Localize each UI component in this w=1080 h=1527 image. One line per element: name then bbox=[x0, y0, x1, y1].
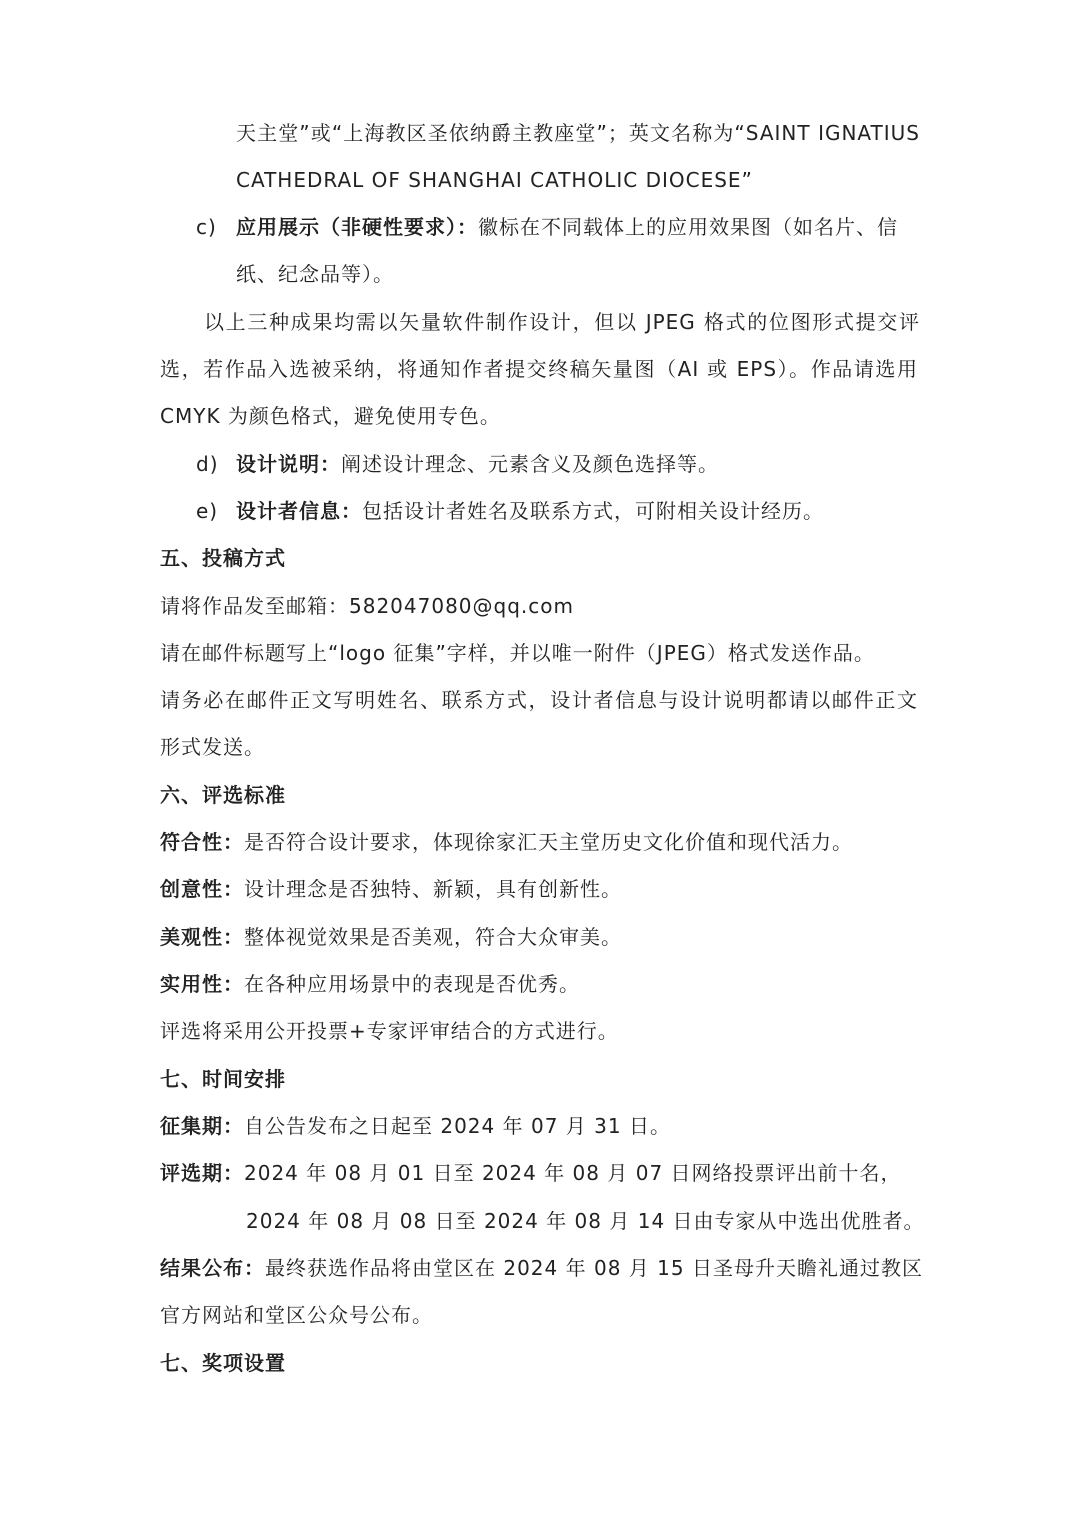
result-announcement-label: 结果公布： bbox=[160, 1256, 265, 1280]
item-d-marker: d) bbox=[196, 452, 219, 476]
item-e bbox=[196, 496, 824, 526]
item-c-marker: c) bbox=[196, 215, 217, 239]
section-8-heading: 七、奖项设置 bbox=[160, 1351, 286, 1375]
criterion-text: 是否符合设计要求，体现徐家汇天主堂历史文化价值和现代活力。 bbox=[244, 830, 853, 854]
format-para-line-1: 以上三种成果均需以矢量软件制作设计，但以 JPEG 格式的位图形式提交评 bbox=[204, 310, 920, 334]
criterion-label: 美观性： bbox=[160, 925, 244, 949]
collection-period bbox=[160, 1111, 671, 1141]
item-c-label: 应用展示（非硬性要求）： bbox=[236, 215, 478, 239]
collection-period-text: 自公告发布之日起至 2024 年 07 月 31 日。 bbox=[244, 1114, 671, 1138]
format-para-line-2: 选，若作品入选被采纳，将通知作者提交终稿矢量图（AI 或 EPS）。作品请选用 bbox=[160, 357, 918, 381]
collection-period-label: 征集期： bbox=[160, 1114, 244, 1138]
evaluation-method: 评选将采用公开投票+专家评审结合的方式进行。 bbox=[160, 1019, 619, 1043]
item-c-text: 徽标在不同载体上的应用效果图（如名片、信 bbox=[478, 215, 898, 239]
format-para-line-3: CMYK 为颜色格式，避免使用专色。 bbox=[160, 404, 501, 428]
section-6-heading: 六、评选标准 bbox=[160, 783, 286, 807]
selection-period-text: 2024 年 08 月 01 日至 2024 年 08 月 07 日网络投票评出前十名， bbox=[244, 1161, 902, 1185]
selection-period-line-2: 2024 年 08 月 08 日至 2024 年 08 月 14 日由专家从中选出优胜者。 bbox=[246, 1209, 925, 1233]
result-announcement bbox=[160, 1253, 923, 1283]
criterion-conformity bbox=[160, 827, 853, 857]
criterion-label: 符合性： bbox=[160, 830, 244, 854]
submission-body-line-2: 形式发送。 bbox=[160, 735, 265, 759]
criterion-label: 实用性： bbox=[160, 972, 244, 996]
criterion-practicality bbox=[160, 969, 580, 999]
result-announcement-line-2: 官方网站和堂区公众号公布。 bbox=[160, 1303, 433, 1327]
criterion-text: 设计理念是否独特、新颖，具有创新性。 bbox=[244, 877, 622, 901]
selection-period-label: 评选期： bbox=[160, 1161, 244, 1185]
item-d-text: 阐述设计理念、元素含义及颜色选择等。 bbox=[341, 452, 719, 476]
criterion-text: 整体视觉效果是否美观，符合大众审美。 bbox=[244, 925, 622, 949]
item-d-label: 设计说明： bbox=[236, 452, 341, 476]
item-e-text: 包括设计者姓名及联系方式，可附相关设计经历。 bbox=[362, 499, 824, 523]
criterion-aesthetics bbox=[160, 922, 622, 952]
item-e-marker: e) bbox=[196, 499, 219, 523]
section-7-heading: 七、时间安排 bbox=[160, 1067, 286, 1091]
submission-body-line-1: 请务必在邮件正文写明姓名、联系方式，设计者信息与设计说明都请以邮件正文 bbox=[160, 688, 918, 712]
criterion-creativity bbox=[160, 874, 622, 904]
submission-subject-line: 请在邮件标题写上“logo 征集”字样，并以唯一附件（JPEG）格式发送作品。 bbox=[160, 641, 875, 665]
selection-period bbox=[160, 1158, 902, 1188]
name-line-2: CATHEDRAL OF SHANGHAI CATHOLIC DIOCESE” bbox=[236, 168, 753, 192]
criterion-text: 在各种应用场景中的表现是否优秀。 bbox=[244, 972, 580, 996]
item-d bbox=[196, 449, 719, 479]
result-announcement-text: 最终获选作品将由堂区在 2024 年 08 月 15 日圣母升天瞻礼通过教区 bbox=[265, 1256, 923, 1280]
criterion-label: 创意性： bbox=[160, 877, 244, 901]
section-5-heading: 五、投稿方式 bbox=[160, 546, 286, 570]
item-c bbox=[196, 212, 898, 242]
item-c-text-line-2: 纸、纪念品等）。 bbox=[236, 262, 394, 286]
submission-email-line: 请将作品发至邮箱：582047080@qq.com bbox=[160, 594, 574, 618]
item-e-label: 设计者信息： bbox=[236, 499, 362, 523]
name-line-1: 天主堂”或“上海教区圣依纳爵主教座堂”；英文名称为“SAINT IGNATIUS bbox=[236, 121, 920, 145]
